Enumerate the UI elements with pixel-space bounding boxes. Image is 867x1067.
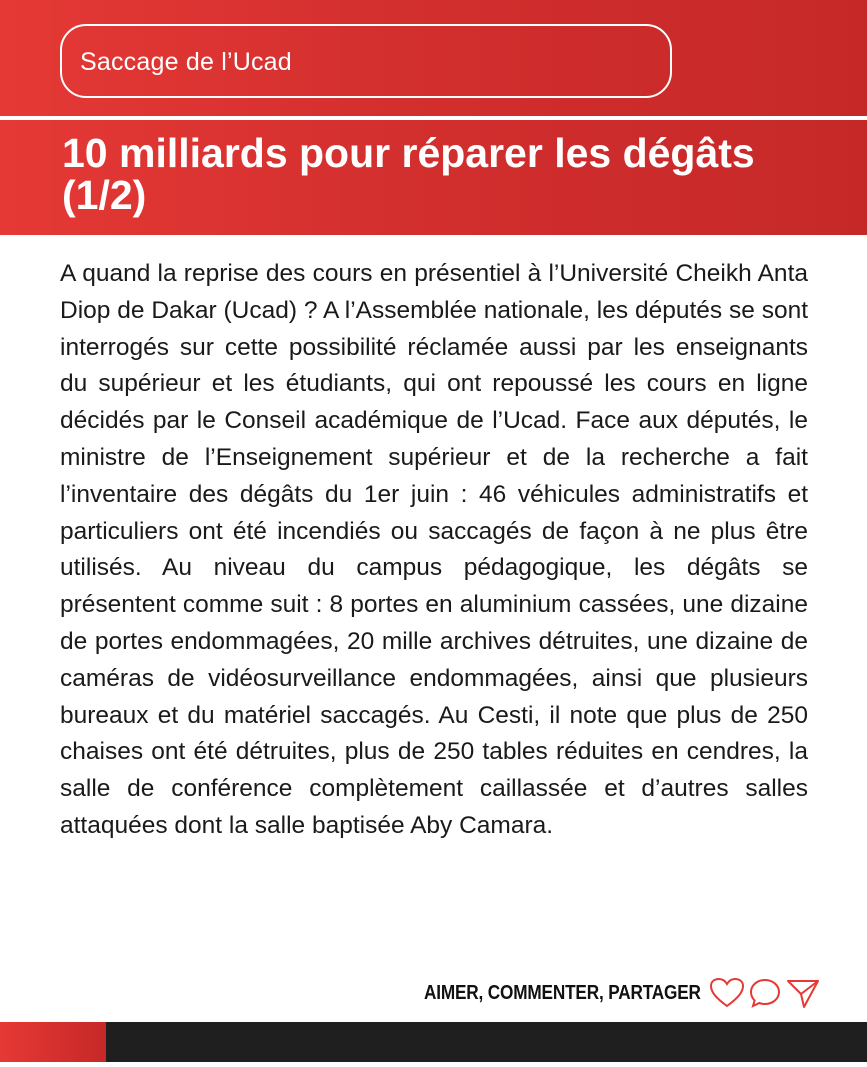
share-icon[interactable] bbox=[784, 976, 822, 1010]
footer-dark-bar bbox=[106, 1022, 867, 1062]
social-actions-label: AIMER, COMMENTER, PARTAGER bbox=[424, 981, 701, 1004]
heart-icon[interactable] bbox=[708, 976, 746, 1010]
footer-accent-bar bbox=[0, 1022, 106, 1062]
header-divider bbox=[0, 116, 867, 120]
category-pill bbox=[60, 24, 672, 98]
header-banner bbox=[0, 0, 867, 235]
social-actions bbox=[424, 976, 822, 1010]
comment-icon[interactable] bbox=[746, 976, 784, 1010]
article-body: A quand la reprise des cours en présentiel à l’Université Cheikh Anta Diop de Dakar (Ucad) ? A l’Assemblée nationale, les députés se sont interrogés sur cette possibilité réclamée aussi par les enseignants du supérieur et les étudiants, qui ont repoussé les cours en ligne décidés par le Conseil académique de l’Ucad. Face aux députés, le ministre de l’Enseignement supérieur et de la recherche a fait l’inventaire des dégâts du 1er juin : 46 véhicules administratifs et particuliers ont été incendiés ou saccagés de façon à ne plus être utilisés. Au niveau du campus pédagogique, les dégâts se présentent comme suit : 8 portes en aluminium cassées, une dizaine de portes endommagées, 20 mille archives détruites, une dizaine de caméras de vidéosurveillance endommagées, ainsi que plusieurs bureaux et du matériel saccagés. Au Cesti, il note que plus de 250 chaises ont été détruites, plus de 250 tables réduites en cendres, la salle de conférence complètement caillassée et d’autres salles attaquées dont la salle baptisée Aby Camara. bbox=[60, 260, 808, 839]
category-label: Saccage de l’Ucad bbox=[80, 48, 292, 76]
article-title: 10 milliards pour réparer les dégâts (1/2) bbox=[62, 130, 755, 218]
